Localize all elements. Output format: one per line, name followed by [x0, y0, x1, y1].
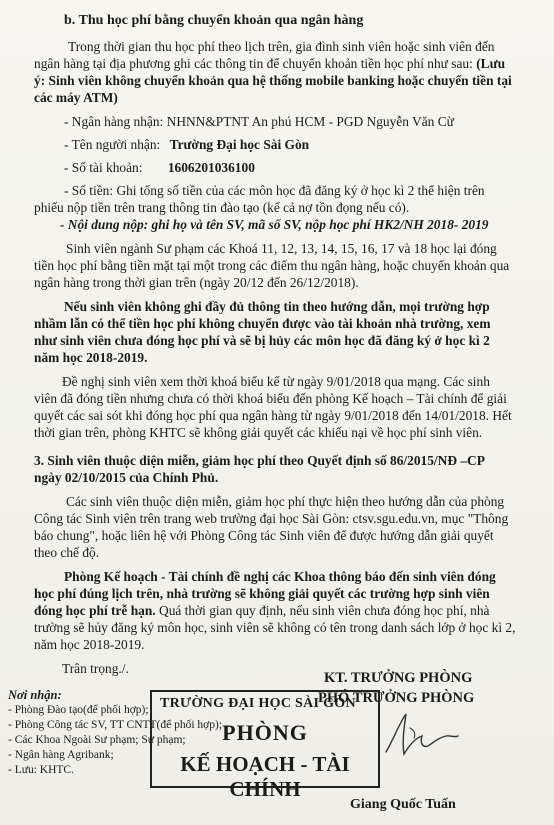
exemption-line-2: Công tác Sinh viên trên trang web trường đại học Sài Gòn: ctsv.sgu.edu.vn, mục "Thông — [34, 511, 509, 526]
recipients-title: Nơi nhận: — [8, 688, 62, 702]
amount-line-1: - Số tiền: Ghi tổng số tiền của các môn học đã đăng ký ở học kì 2 thể hiện trên — [64, 183, 485, 198]
closing-line-4: trường sẽ hủy đăng ký môn học, sinh viên sẽ không có tên trong danh sách lớp ở học kì 2, — [34, 620, 516, 635]
warning-line-1: Nếu sinh viên không ghi đầy đủ thông tin theo hướng dẫn, mọi trường hợp — [64, 299, 490, 314]
stamp-line-3: KẾ HOẠCH - TÀI CHÍNH — [180, 752, 350, 801]
note-line-1: ý: Sinh viên không chuyển khoản qua hệ thống mobile banking hoặc chuyển tiền tại — [34, 73, 512, 88]
pedagogy-line-2: tiền học phí bằng tiền mặt tại một trong các điểm thu ngân hàng, hoặc chuyển khoản qua — [34, 258, 510, 273]
exemption-line-3: báo chung", hoặc liên hệ với Phòng Công tác Sinh viên để được hướng dẫn giải quyết — [34, 528, 494, 543]
intro-line-1: Trong thời gian thu học phí theo lịch trên, gia đình sinh viên hoặc sinh viên đến — [68, 39, 495, 54]
closing-line-5: năm học 2018-2019. — [34, 637, 145, 652]
receiver-label: - Tên người nhận: — [64, 137, 161, 152]
warning-line-3: như sinh viên chưa đóng học phí và sẽ bị hủy các môn học đã đăng ký ở học kì 2 — [34, 333, 490, 348]
handwritten-signature — [380, 708, 460, 760]
content-row — [60, 216, 488, 234]
closing-line-3 — [34, 602, 489, 620]
content-value: ghi họ và tên SV, mã số SV, nộp học phí HK2/NH 2018- 2019 — [151, 217, 489, 232]
section-3-line-2: ngày 02/10/2015 của Chính Phủ. — [34, 470, 219, 485]
amount-line-2: phiếu nộp tiền trên trang thông tin đào tạo (kể cả nợ tồn đọng nếu có). — [34, 200, 410, 215]
bank-row — [64, 113, 454, 131]
account-row — [64, 159, 255, 177]
bank-value: NHNN&PTNT An phú HCM - PGD Nguyễn Văn Cừ — [166, 114, 454, 129]
signature-title-1: KT. TRƯỞNG PHÒNG — [324, 670, 473, 686]
recipient-item-5: - Lưu: KHTC. — [8, 764, 74, 776]
pedagogy-line-3: ngân hàng trong thời gian trên (ngày 20/12 đến 26/12/2018). — [34, 275, 359, 290]
stamp-line-1: TRƯỜNG ĐẠI HỌC SÀI GÒN — [160, 696, 356, 711]
note-start: (Lưu — [476, 56, 506, 71]
receiver-value: Trường Đại học Sài Gòn — [169, 137, 310, 152]
account-value: 1606201036100 — [167, 160, 255, 175]
exemption-line-4: theo chế độ. — [34, 545, 100, 560]
exemption-line-1: Các sinh viên thuộc diện miễn, giảm học phí thực hiện theo hướng dẫn của phòng — [66, 494, 505, 509]
intro-line-2 — [34, 55, 505, 73]
receiver-row — [64, 136, 309, 154]
closing-line-2: học phí đúng lịch trên, nhà trường sẽ không giải quyết các trường hợp sinh viên — [34, 586, 490, 601]
bank-label: - Ngân hàng nhận: — [64, 114, 164, 129]
section-3-line-1: 3. Sinh viên thuộc diện miễn, giảm học phí theo Quyết định số 86/2015/NĐ –CP — [34, 453, 485, 468]
schedule-line-2: viên đã đóng tiền nhưng chưa có thời khoá biểu đến phòng Kế hoạch – Tài chính để giải — [34, 391, 507, 406]
closing-normal-tail: Quá thời gian quy định, nếu sinh viên chưa đóng học phí, nhà — [155, 603, 490, 618]
section-b-heading: b. Thu học phí bằng chuyển khoản qua ngân hàng — [64, 13, 364, 28]
intro-text: ngân hàng tại địa phương ghi các thông tin để chuyển khoản tiền học phí như sau: — [34, 56, 473, 71]
note-line-2: các máy ATM) — [34, 90, 118, 105]
signer-name: Giang Quốc Tuấn — [350, 797, 456, 812]
content-label: - Nội dung nộp: — [60, 217, 149, 232]
closing-bold-tail: đóng học phí trễ hạn. — [34, 603, 156, 618]
warning-line-2: nhầm lẫn có thể tiền học phí không chuyển được vào tài khoản nhà trường, xem — [34, 316, 491, 331]
signature-title-2: PHÓ TRƯỞNG PHÒNG — [318, 690, 475, 706]
warning-line-4: năm học 2018-2019. — [34, 350, 148, 365]
closing-line-1: Phòng Kế hoạch - Tài chính đề nghị các Khoa thông báo đến sinh viên đóng — [64, 569, 496, 584]
recipient-item-3: - Các Khoa Ngoài Sư phạm; Sư phạm; — [8, 734, 186, 746]
schedule-line-1: Đề nghị sinh viên xem thời khoá biểu kể từ ngày 9/01/2018 qua mạng. Các sinh — [62, 374, 490, 389]
recipient-item-4: - Ngân hàng Agribank; — [8, 749, 114, 761]
schedule-line-3: quyết các sai sót khi đóng học phí qua ngân hàng từ ngày 9/01/2018 đến 14/01/2018. Hết — [34, 408, 512, 423]
pedagogy-line-1: Sinh viên ngành Sư phạm các Khoá 11, 12, 13, 14, 15, 16, 17 và 18 học lại đóng — [66, 241, 497, 256]
recipient-item-1: - Phòng Đào tạo(để phối hợp); — [8, 704, 149, 716]
regards: Trân trọng./. — [62, 661, 129, 676]
stamp-line-2: PHÒNG — [222, 720, 308, 745]
office-stamp — [150, 690, 380, 801]
account-label: - Số tài khoản: — [64, 160, 143, 175]
schedule-line-4: thời gian trên, phòng KHTC sẽ không giải quyết các khiếu nại về học phí sinh viên. — [34, 425, 483, 440]
recipient-item-2: - Phòng Công tác SV, TT CNTT(để phối hợp); — [8, 719, 223, 731]
